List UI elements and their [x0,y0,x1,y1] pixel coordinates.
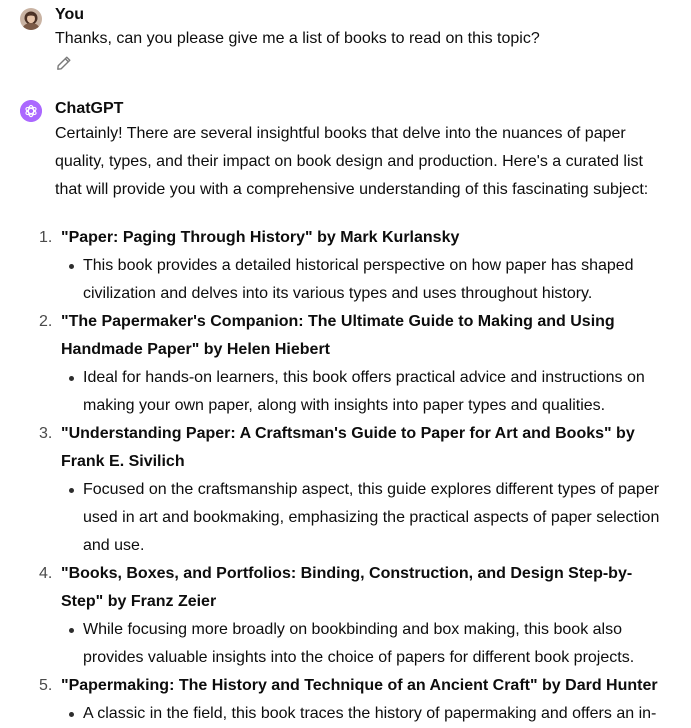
list-number: 2. [39,313,53,330]
assistant-message [0,98,691,728]
list-item [39,224,673,308]
book-description-list [61,364,673,420]
user-message-text: Thanks, can you please give me a list of books to read on this topic? [55,30,540,47]
list-number: 3. [39,425,53,442]
openai-logo-icon [20,100,42,122]
user-name: You [55,6,85,23]
book-description: This book provides a detailed historical perspective on how paper has shaped civilization and delves into its various types and uses throughout history. [83,252,673,308]
edit-message-button[interactable] [55,54,73,72]
book-description-list [61,700,673,728]
book-description-list [61,476,673,560]
list-number: 1. [39,229,53,246]
list-number: 5. [39,677,53,694]
book-description: Ideal for hands-on learners, this book offers practical advice and instructions on making your own paper, along with insights into paper types and qualities. [83,364,673,420]
assistant-name: ChatGPT [55,100,124,117]
book-title: "Understanding Paper: A Craftsman's Guide to Paper for Art and Books" by Frank E. Sivilich [61,425,635,470]
list-item [39,560,673,672]
book-title: "Books, Boxes, and Portfolios: Binding, Construction, and Design Step-by-Step" by Franz Zeier [61,565,633,610]
assistant-intro-text: Certainly! There are several insightful books that delve into the nuances of paper quality, types, and their impact on book design and production. Here's a curated list that will provide you with a comprehensive understanding of this fascinating subject: [55,125,649,198]
pencil-icon [55,54,73,72]
book-description-list [61,252,673,308]
book-description: Focused on the craftsmanship aspect, this guide explores different types of paper used in art and bookmaking, emphasizing the practical aspects of paper selection and use. [83,476,673,560]
list-item [39,420,673,560]
book-description-list [61,616,673,672]
list-item [39,308,673,420]
user-avatar [20,8,42,30]
book-list [0,224,673,728]
book-description: A classic in the field, this book traces the history of papermaking and offers an in- [83,700,673,728]
user-message [0,4,691,53]
assistant-avatar [20,100,42,122]
list-number: 4. [39,565,53,582]
book-description: While focusing more broadly on bookbinding and box making, this book also provides valuable insights into the choice of papers for different book projects. [83,616,673,672]
book-title: "Paper: Paging Through History" by Mark Kurlansky [61,229,460,246]
book-title: "The Papermaker's Companion: The Ultimate Guide to Making and Using Handmade Paper" by Helen Hiebert [61,313,615,358]
book-title: "Papermaking: The History and Technique of an Ancient Craft" by Dard Hunter [61,677,658,694]
